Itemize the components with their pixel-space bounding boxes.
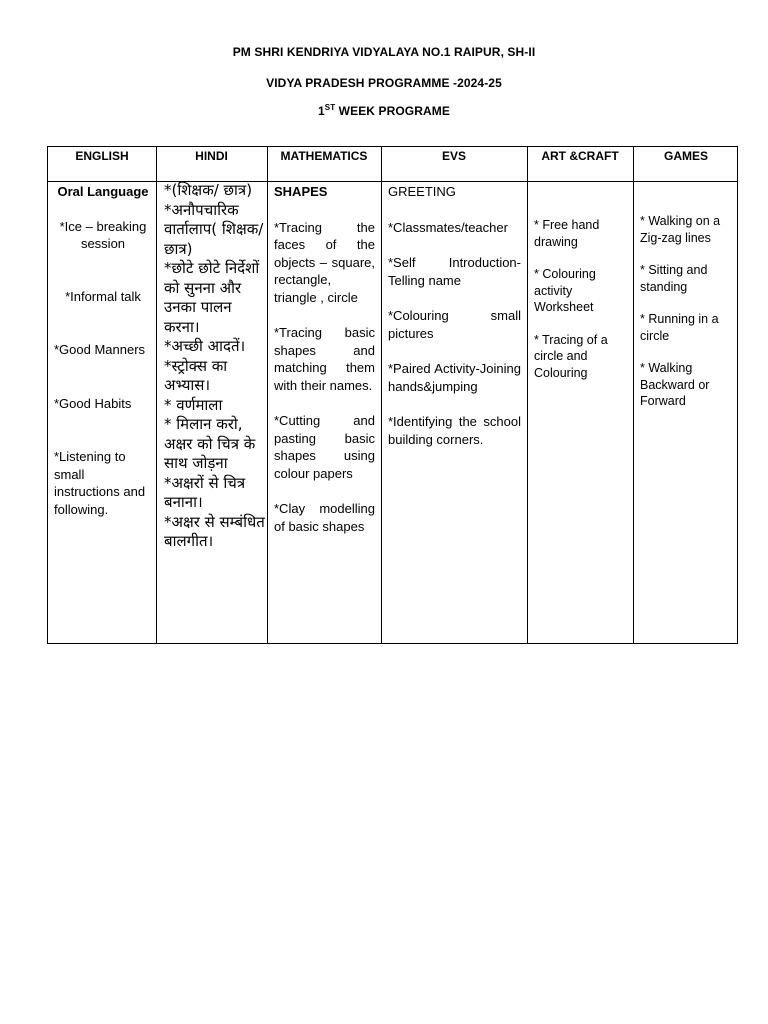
column-header-hindi: HINDI [195, 149, 228, 163]
column-divider [267, 147, 268, 643]
games-cell [640, 213, 734, 410]
column-divider [381, 147, 382, 643]
english-title: Oral Language [57, 184, 149, 199]
hindi-item: *छोटे छोटे निर्देशों को सुनना और उनका पालन करना। [164, 259, 260, 336]
games-item: * Walking Backward or Forward [640, 361, 710, 408]
evs-cell [388, 183, 521, 448]
mathematics-item: *Tracing basic shapes and matching them with their names. [274, 325, 375, 393]
evs-item: *Classmates/teacher [388, 219, 508, 235]
english-item: *Listening to small instructions and following. [54, 449, 146, 517]
hindi-item: * वर्णमाला [164, 395, 223, 414]
games-item: * Running in a circle [640, 312, 719, 343]
column-header-art-craft: ART &CRAFT [541, 149, 619, 163]
english-item: *Good Manners [54, 342, 146, 357]
header-divider [48, 181, 737, 182]
evs-item: *Paired Activity-Joining hands&jumping [388, 361, 521, 394]
column-divider [527, 147, 528, 643]
hindi-item: *अक्षर से सम्बंधित बालगीत। [164, 512, 265, 550]
mathematics-cell [274, 183, 375, 535]
games-item: * Sitting and standing [640, 263, 708, 294]
mathematics-item: *Clay modelling of basic shapes [274, 501, 375, 534]
english-item: *Good Habits [54, 395, 132, 411]
english-cell [54, 183, 152, 518]
evs-item: *Colouring small pictures [388, 308, 521, 341]
english-item: *Informal talk [65, 288, 141, 304]
english-item: *Ice – breaking session [59, 218, 147, 251]
hindi-item: *स्ट्रोक्स का अभ्यास। [164, 356, 228, 394]
column-divider [633, 147, 634, 643]
mathematics-title: SHAPES [274, 184, 328, 199]
hindi-item: *अक्षरों से चित्र बनाना। [164, 473, 246, 511]
column-header-mathematics: MATHEMATICS [280, 149, 368, 163]
hindi-item: *(शिक्षक/ छात्र) [164, 181, 253, 199]
evs-item: *Self Introduction-Telling name [388, 255, 521, 288]
evs-item: *Identifying the school building corners. [388, 414, 521, 447]
hindi-item: *अनौपचारिक वार्तालाप( शिक्षक/ छात्र) [164, 200, 264, 258]
column-header-evs: EVS [441, 149, 466, 163]
column-header-english: ENGLISH [75, 149, 129, 163]
week-title [0, 104, 768, 118]
art-craft-item: * Colouring activity Worksheet [534, 267, 596, 314]
mathematics-item: *Tracing the faces of the objects – square, rectangle, triangle , circle [274, 219, 375, 305]
hindi-item: *अच्छी आदतें। [164, 337, 246, 355]
games-item: * Walking on a Zig-zag lines [640, 214, 721, 245]
hindi-item: * मिलान करो, अक्षर को चित्र के साथ जोड़ना [164, 415, 256, 472]
column-header-games: GAMES [663, 149, 708, 163]
programme-table [47, 146, 738, 644]
week-number: 1 [318, 104, 325, 118]
mathematics-item: *Cutting and pasting basic shapes using colour papers [274, 413, 375, 481]
week-superscript: ST [324, 103, 336, 112]
school-name: PM SHRI KENDRIYA VIDYALAYA NO.1 RAIPUR, SH-II [232, 45, 536, 59]
evs-title: GREETING [388, 184, 456, 199]
art-craft-cell [534, 217, 628, 381]
week-label: WEEK PROGRAME [335, 104, 450, 118]
column-divider [156, 147, 157, 643]
art-craft-item: * Tracing of a circle and Colouring [534, 332, 608, 380]
art-craft-item: * Free hand drawing [534, 218, 600, 249]
hindi-cell [164, 181, 265, 552]
programme-title: VIDYA PRADESH PROGRAMME -2024-25 [266, 76, 502, 90]
